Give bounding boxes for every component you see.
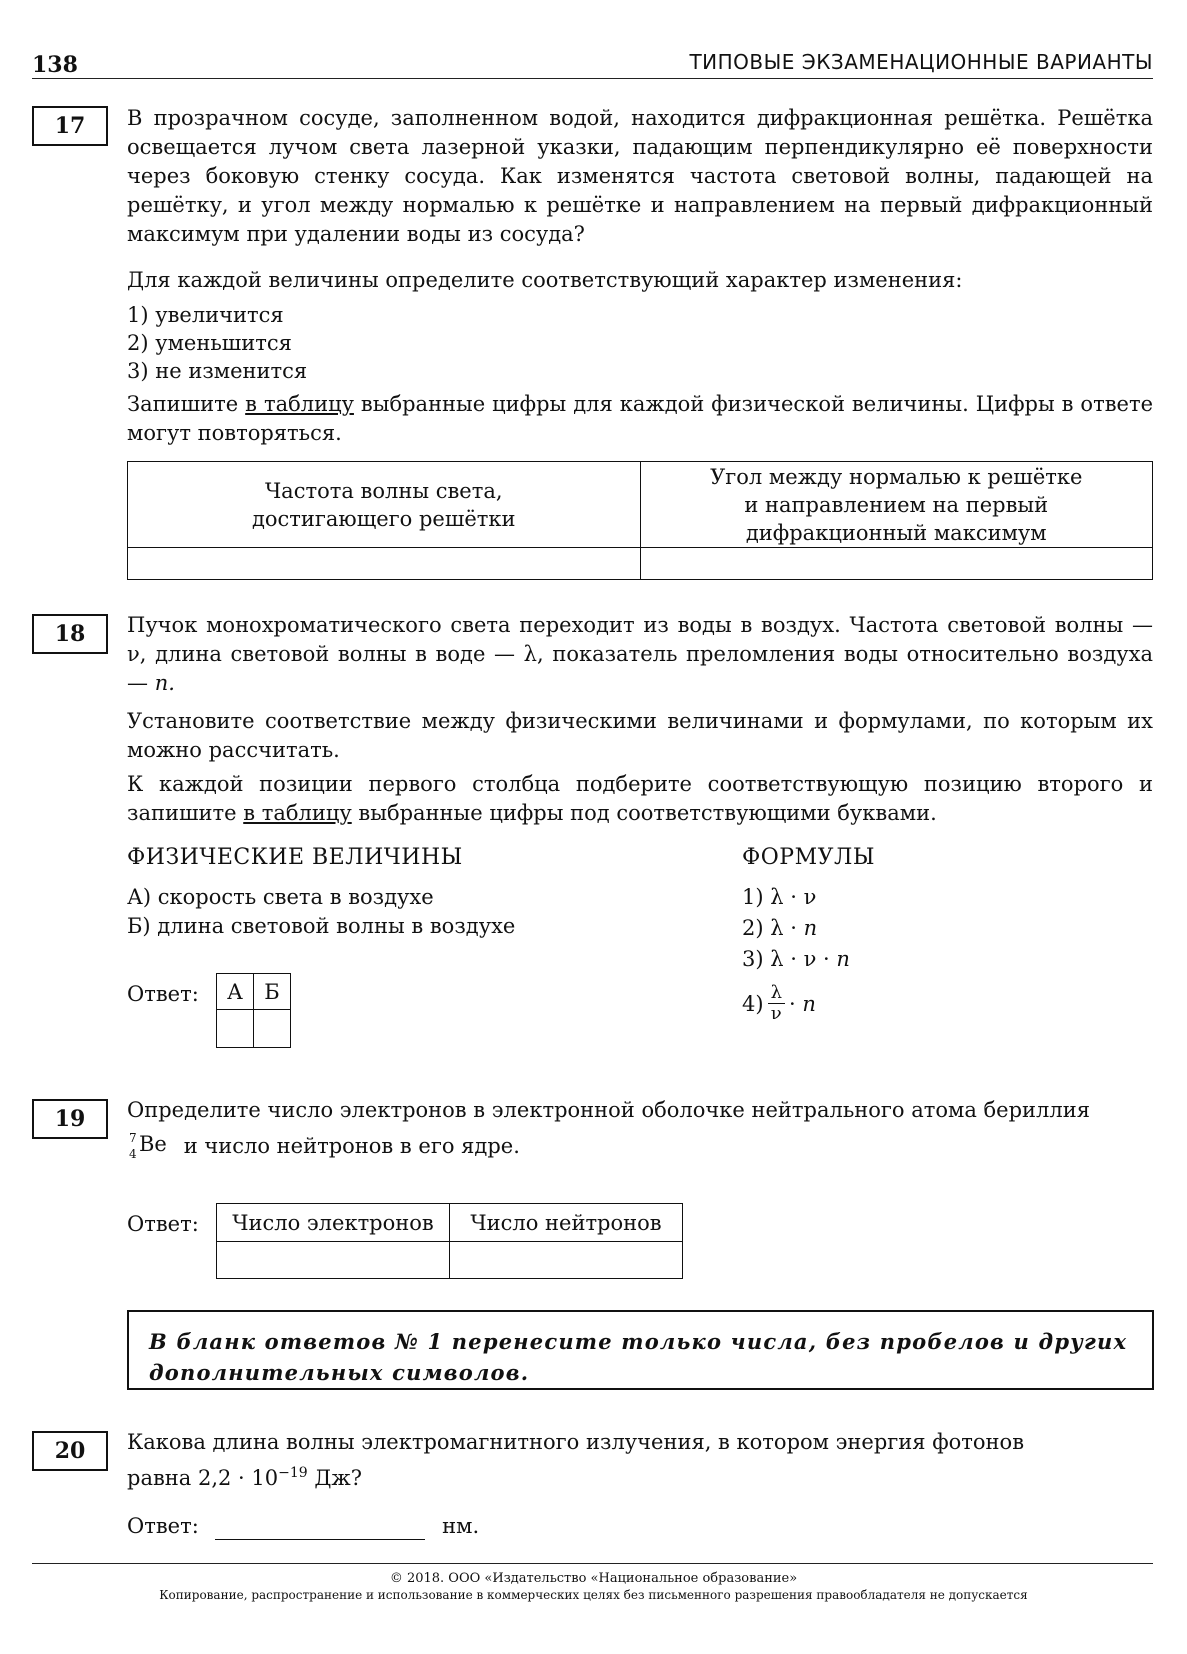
footer-rule bbox=[32, 1563, 1153, 1564]
column-a-header: А bbox=[217, 974, 254, 1010]
answer-cell-angle[interactable] bbox=[640, 548, 1153, 580]
question-18-instruction-2: К каждой позиции первого столбца подберите соответствующую позицию второго и запишите в таблицу выбранные цифры под соответствующими буквами. bbox=[127, 772, 1153, 825]
electrons-header: Число электронов bbox=[217, 1204, 450, 1242]
column-b-header: Б bbox=[254, 974, 291, 1010]
question-19-text-line-2: 7 4 Be и число нейтронов в его ядре. bbox=[129, 1131, 520, 1161]
question-20-number: 20 bbox=[32, 1431, 108, 1471]
exponent: −19 bbox=[278, 1465, 308, 1481]
formula-2: 2) λ · n bbox=[742, 916, 818, 940]
option-1: 1) увеличится bbox=[127, 303, 284, 327]
question-19-number: 19 bbox=[32, 1099, 108, 1139]
table-header-angle: Угол между нормалью к решётке и направлением на первый дифракционный максимум bbox=[640, 462, 1153, 548]
formulas-heading: ФОРМУЛЫ bbox=[742, 845, 876, 870]
option-2: 2) уменьшится bbox=[127, 331, 292, 355]
fraction: $\frac{\lambda}{\nu}$ bbox=[768, 983, 785, 1024]
question-17-instruction: Для каждой величины определите соответствующий характер изменения: bbox=[127, 268, 963, 292]
answer-label-18: Ответ: bbox=[127, 982, 199, 1006]
table-header-frequency: Частота волны света, достигающего решётки bbox=[128, 462, 641, 548]
formula-4: 4) $\frac{\lambda}{\nu}$ · n bbox=[742, 982, 816, 1024]
question-17-write-instruction: Запишите в таблицу выбранные цифры для каждой физической величины. Цифры в ответе могут повторяться. bbox=[127, 392, 1153, 445]
quantity-a: А) скорость света в воздухе bbox=[127, 885, 434, 909]
question-17-number: 17 bbox=[32, 106, 108, 146]
physical-quantities-heading: ФИЗИЧЕСКИЕ ВЕЛИЧИНЫ bbox=[127, 845, 463, 870]
table-reference: в таблицу bbox=[243, 801, 352, 825]
question-19-answer-table bbox=[216, 1203, 683, 1279]
formula-1: 1) λ · ν bbox=[742, 885, 817, 909]
question-18-instruction-1: Установите соответствие между физическими величинами и формулами, по которым их можно рассчитать. bbox=[127, 709, 1153, 762]
page-number: 138 bbox=[32, 52, 78, 78]
formula-3: 3) λ · ν · n bbox=[742, 947, 850, 971]
question-17-text: В прозрачном сосуде, заполненном водой, находится дифракционная решётка. Решётка освещается лучом света лазерной указки, падающим перпендикулярно её поверхности через боковую стенку сосуда. Как изменятся частота световой волны, падающей на решётку, и угол между нормалью к решётке и направлением на первый дифракционный максимум при удалении воды из сосуда? bbox=[127, 106, 1153, 246]
footer-copyright: © 2018. ООО «Издательство «Национальное образование» bbox=[389, 1571, 798, 1586]
answer-cell-neutrons[interactable] bbox=[450, 1242, 683, 1279]
answer-form-note: В бланк ответов № 1 перенесите только числа, без пробелов и других дополнительных символов. bbox=[127, 1310, 1154, 1390]
question-18-number: 18 bbox=[32, 614, 108, 654]
question-18-answer-table bbox=[216, 973, 291, 1048]
answer-cell-electrons[interactable] bbox=[217, 1242, 450, 1279]
running-title: ТИПОВЫЕ ЭКЗАМЕНАЦИОННЫЕ ВАРИАНТЫ bbox=[689, 50, 1153, 74]
question-18-text: Пучок монохроматического света переходит из воды в воздух. Частота световой волны — ν, длина световой волны в воде — λ, показатель преломления воды относительно воздуха — n. bbox=[127, 613, 1153, 695]
answer-label-19: Ответ: bbox=[127, 1212, 199, 1236]
answer-cell-frequency[interactable] bbox=[128, 548, 641, 580]
answer-blank[interactable] bbox=[215, 1517, 425, 1540]
option-3: 3) не изменится bbox=[127, 359, 308, 383]
quantity-b: Б) длина световой волны в воздухе bbox=[127, 914, 516, 938]
question-17-answer-table bbox=[127, 461, 1153, 580]
answer-cell-a[interactable] bbox=[217, 1010, 254, 1048]
footer-notice: Копирование, распространение и использование в коммерческих целях без письменного разрешения правообладателя не допускается bbox=[159, 1588, 1028, 1602]
table-reference: в таблицу bbox=[245, 392, 354, 416]
question-20-text-line-1: Какова длина волны электромагнитного излучения, в котором энергия фотонов bbox=[127, 1430, 1025, 1454]
question-20-answer: Ответ: нм. bbox=[127, 1514, 480, 1538]
beryllium-nuclide: 7 4 Be bbox=[129, 1131, 167, 1161]
neutrons-header: Число нейтронов bbox=[450, 1204, 683, 1242]
header-rule bbox=[32, 78, 1153, 79]
answer-cell-b[interactable] bbox=[254, 1010, 291, 1048]
question-19-text-line-1: Определите число электронов в электронной оболочке нейтрального атома бериллия bbox=[127, 1098, 1090, 1122]
question-20-text-line-2: равна $2,2 \cdot 10^{-19}$ Дж? bbox=[127, 1465, 363, 1490]
